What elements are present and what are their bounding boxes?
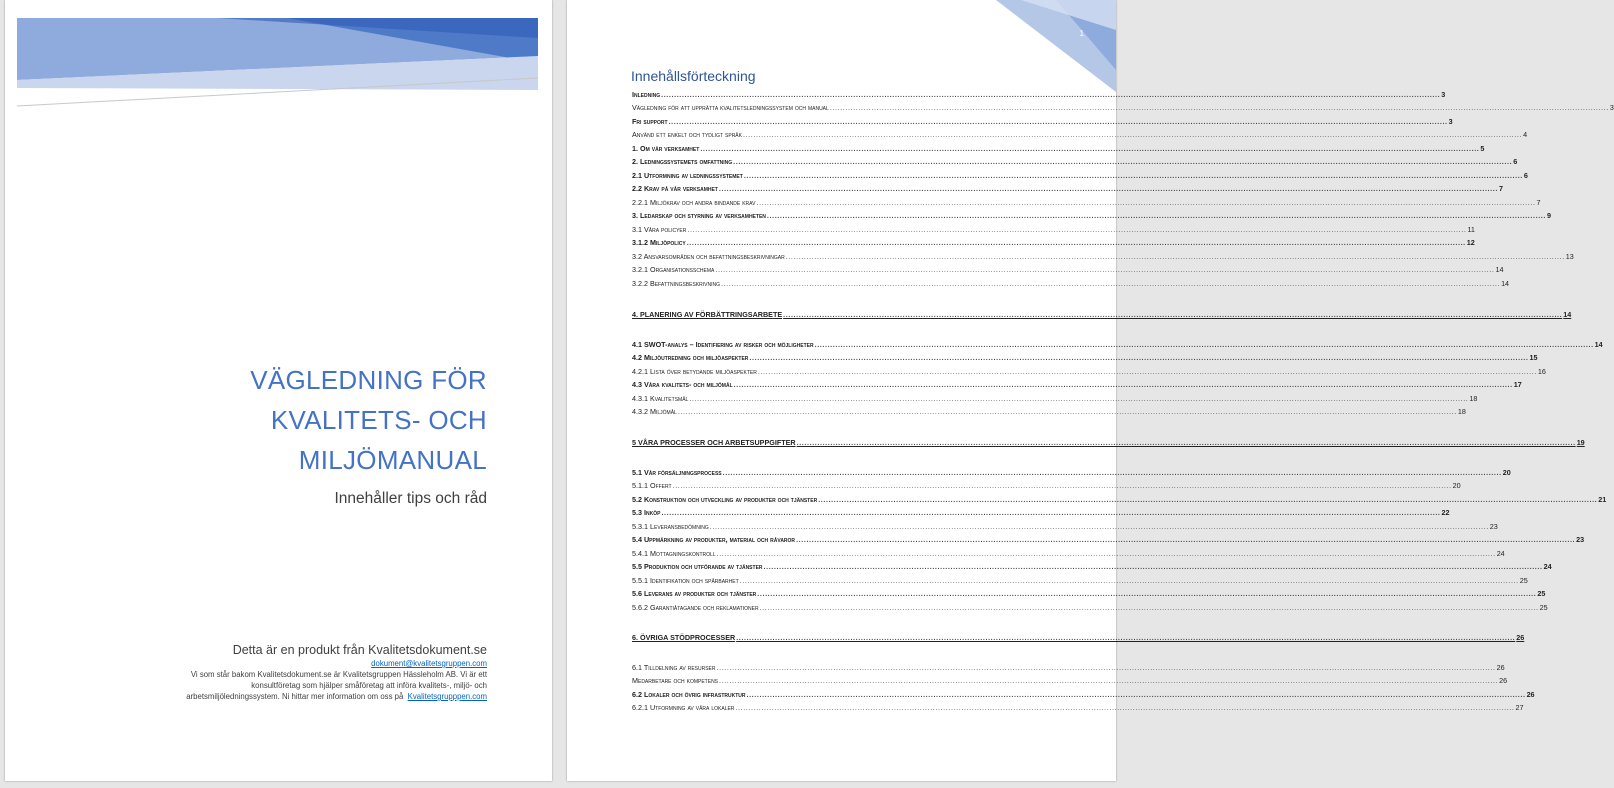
toc-entry-page: 14 [1594,340,1603,349]
toc-entry-page: 6 [1513,157,1518,166]
toc-entry[interactable] [632,674,1508,685]
toc-dot-leader: ............................................................................................................................................................................................................................................................................................................ [735,703,1515,712]
toc-entry-title: 5.5.1 Identifikation och spårbarhet [632,576,739,585]
toc-entry-title: Medarbetare och kompetens [632,676,719,685]
toc-entry-title: 6.2.1 Utformning av våra lokaler [632,703,735,712]
toc-page [567,0,1614,781]
toc-entry-title: 5.6 Leverans av produkter och tjänster [632,589,757,598]
toc-entry-page: 26 [1516,633,1525,642]
toc-dot-leader: ............................................................................................................................................................................................................................................................................................................ [720,279,1501,288]
toc-entry-page: 24 [1543,562,1552,571]
about-line-3 [186,692,487,701]
toc-dot-leader: ............................................................................................................................................................................................................................................................................................................ [796,535,1576,544]
toc-dot-leader: ............................................................................................................................................................................................................................................................................................................ [736,633,1516,642]
toc-entry-title: 6.2 Lokaler och övrig infrastruktur [632,690,746,699]
toc-dot-leader: ............................................................................................................................................................................................................................................................................................................ [829,103,1609,112]
toc-dot-leader: ............................................................................................................................................................................................................................................................................................................ [783,310,1563,319]
corner-graphic [996,0,1116,92]
toc-entry-page: 14 [1495,265,1504,274]
email-line [371,659,487,668]
toc-heading: Innehållsförteckning [631,68,756,84]
toc-entry[interactable] [632,479,1461,490]
toc-entry[interactable] [632,365,1546,376]
toc-dot-leader: ............................................................................................................................................................................................................................................................................................................ [722,468,1502,477]
toc-entry-page: 20 [1452,481,1461,490]
toc-entry-title: 5.2 Konstruktion och utveckling av produkter och tjänster [632,495,818,504]
toc-dot-leader: ............................................................................................................................................................................................................................................................................................................ [746,690,1526,699]
toc-entry[interactable] [632,560,1552,571]
toc-entry-title: 5.3.1 Leveransbedömning [632,522,709,531]
toc-dot-leader: ............................................................................................................................................................................................................................................................................................................ [763,562,1543,571]
toc-entry[interactable] [632,308,1572,319]
toc-entry-title: 5.4 Uppmärkning av produkter, material och råvaror [632,535,796,544]
toc-dot-leader: ............................................................................................................................................................................................................................................................................................................ [733,157,1513,166]
toc-entry-title: 3.2.1 Organisationsschema [632,265,715,274]
toc-entry-page: 3 [1448,117,1453,126]
toc-entry-page: 18 [1469,394,1478,403]
toc-entry-page: 14 [1501,279,1510,288]
toc-entry-page: 23 [1489,522,1498,531]
toc-entry-title: 5.1.1 Offert [632,481,672,490]
toc-dot-leader: ............................................................................................................................................................................................................................................................................................................ [718,184,1498,193]
toc-entry[interactable] [632,436,1585,447]
toc-dot-leader: ............................................................................................................................................................................................................................................................................................................ [766,211,1546,220]
toc-entry-page: 22 [1441,508,1450,517]
toc-entry-page: 5 [1480,144,1485,153]
toc-entry[interactable] [632,142,1485,153]
toc-dot-leader: ............................................................................................................................................................................................................................................................................................................ [672,481,1452,490]
toc-dot-leader: ............................................................................................................................................................................................................................................................................................................ [668,117,1448,126]
toc-entry-page: 11 [1467,225,1475,234]
toc-dot-leader: ............................................................................................................................................................................................................................................................................................................ [749,353,1529,362]
document-title [127,360,487,480]
toc-entry[interactable] [632,223,1475,234]
toc-entry[interactable] [632,533,1585,544]
toc-entry-title: Fri support [632,117,668,126]
email-link[interactable]: dokument@kvalitetsgruppen.com [371,659,487,668]
toc-entry-title: 5.4.1 Mottagningskontroll [632,549,716,558]
toc-entry[interactable] [632,128,1528,139]
toc-dot-leader: ............................................................................................................................................................................................................................................................................................................ [733,380,1513,389]
toc-entry-page: 15 [1529,353,1538,362]
toc-entry-title: 4. PLANERING AV FÖRBÄTTRINGSARBETE [632,310,783,319]
product-line: Detta är en produkt från Kvalitetsdokument.se [232,643,487,657]
toc-entry-title: Vägledning för att upprätta kvalitetsledningssystem och manual [632,103,829,112]
about-line-1: Vi som står bakom Kvalitetsdokument.se är Kvalitetsgruppen Hässleholm AB. Vi är ett [190,670,487,679]
toc-dot-leader: ............................................................................................................................................................................................................................................................................................................ [687,225,1467,234]
title-line-2: KVALITETS- OCH [270,405,487,435]
toc-entry-title: 3.1 Våra policyer [632,225,687,234]
toc-entry[interactable] [632,101,1614,112]
toc-entry[interactable] [632,405,1466,416]
toc-entry[interactable] [632,520,1498,531]
toc-dot-leader: ............................................................................................................................................................................................................................................................................................................ [700,144,1480,153]
toc-entry-page: 25 [1519,576,1528,585]
about-line-3-text: arbetsmiljöledningssystem. Ni hittar mer information om oss på [186,692,404,701]
toc-dot-leader: ............................................................................................................................................................................................................................................................................................................ [742,130,1523,139]
toc-entry[interactable] [632,351,1538,362]
toc-entry-title: Använd ett enkelt och tydligt språk [632,130,742,139]
toc-entry-title: 4.3.1 Kvalitetsmål [632,394,689,403]
toc-entry-page: 20 [1502,468,1511,477]
toc-entry-title: 3.2.2 Befattningsbeskrivning [632,279,720,288]
toc-entry-page: 23 [1576,535,1585,544]
toc-entry-page: 4 [1523,130,1528,139]
toc-entry-page: 16 [1537,367,1546,376]
toc-entry-page: 21 [1598,495,1607,504]
toc-entry[interactable] [632,701,1524,712]
toc-entry[interactable] [632,631,1525,642]
cover-page [5,0,552,781]
toc-entry-title: 6.1 Tilldelning av resurser [632,663,716,672]
toc-entry-page: 3 [1441,90,1446,99]
toc-entry-page: 26 [1526,690,1535,699]
toc-entry[interactable] [632,182,1503,193]
toc-entry[interactable] [632,493,1607,504]
toc-entry-page: 18 [1457,407,1466,416]
toc-entry[interactable] [632,547,1505,558]
toc-entry[interactable] [632,338,1603,349]
toc-dot-leader: ............................................................................................................................................................................................................................................................................................................ [661,508,1441,517]
toc-entry-page: 19 [1576,438,1585,447]
toc-entry-title: 5.5 Produktion och utförande av tjänster [632,562,763,571]
toc-entry-page: 9 [1546,211,1551,220]
toc-entry-title: 4.1 SWOT-analys – Identifiering av risker och möjligheter [632,340,814,349]
toc-dot-leader: ............................................................................................................................................................................................................................................................................................................ [686,238,1466,247]
toc-entry-page: 26 [1499,676,1508,685]
toc-dot-leader: ............................................................................................................................................................................................................................................................................................................ [715,265,1495,274]
toc-entry[interactable] [632,263,1504,274]
toc-dot-leader: ............................................................................................................................................................................................................................................................................................................ [818,495,1598,504]
toc-entry-page: 26 [1496,663,1505,672]
toc-entry[interactable] [632,169,1528,180]
toc-entry-page: 13 [1565,252,1574,261]
document-subtitle: Innehåller tips och råd [334,490,487,507]
toc-entry-title: 3. Ledarskap och styrning av verksamheten [632,211,766,220]
toc-dot-leader: ............................................................................................................................................................................................................................................................................................................ [739,576,1519,585]
toc-entry-title: 5.3 Inköp [632,508,661,517]
toc-entry-title: 4.2 Miljöutredning och miljöaspekter [632,353,749,362]
toc-entry-page: 3 [1609,103,1614,112]
about-line-2: konsultföretag som hjälper småföretag att införa kvalitets-, miljö- och [251,681,487,690]
toc-entry-title: 4.3.2 Miljömål [632,407,677,416]
toc-dot-leader: ............................................................................................................................................................................................................................................................................................................ [709,522,1489,531]
toc-entry[interactable] [632,155,1518,166]
toc-entry[interactable] [632,392,1478,403]
toc-entry[interactable] [632,661,1505,672]
toc-dot-leader: ............................................................................................................................................................................................................................................................................................................ [785,252,1565,261]
toc-entry-title: 1. Om vår verksamhet [632,144,700,153]
toc-entry-title: 2.1 Utformning av ledningssystemet [632,171,743,180]
toc-entry-title: 6. ÖVRIGA STÖDPROCESSER [632,633,736,642]
toc-entry-page: 17 [1513,380,1522,389]
toc-entry-title: 2. Ledningssystemets omfattning [632,157,733,166]
toc-entry[interactable] [632,115,1453,126]
toc-entry-title: 2.2 Krav på vår verksamhet [632,184,718,193]
toc-entry-title: 4.3 Våra kvalitets- och miljömål [632,380,733,389]
toc-dot-leader: ............................................................................................................................................................................................................................................................................................................ [814,340,1594,349]
toc-entry[interactable] [632,688,1535,699]
toc-dot-leader: ............................................................................................................................................................................................................................................................................................................ [743,171,1523,180]
toc-entry-page: 25 [1539,603,1548,612]
toc-entry-page: 6 [1523,171,1528,180]
toc-entry[interactable] [632,250,1574,261]
toc-entry-page: 25 [1537,589,1546,598]
toc-entry-page: 7 [1536,198,1541,207]
toc-entry[interactable] [632,88,1446,99]
toc-entry[interactable] [632,378,1522,389]
toc-entry[interactable] [632,209,1551,220]
toc-dot-leader: ............................................................................................................................................................................................................................................................................................................ [661,90,1441,99]
toc-dot-leader: ............................................................................................................................................................................................................................................................................................................ [757,367,1537,376]
toc-dot-leader: ............................................................................................................................................................................................................................................................................................................ [719,676,1499,685]
toc-entry[interactable] [632,196,1541,207]
toc-entry-title: 5.1 Vår försäljningsprocess [632,468,722,477]
toc-entry-page: 27 [1515,703,1524,712]
page-number: 1 [1079,29,1084,38]
toc-dot-leader: ............................................................................................................................................................................................................................................................................................................ [756,198,1536,207]
toc-entry[interactable] [632,277,1510,288]
toc-dot-leader: ............................................................................................................................................................................................................................................................................................................ [677,407,1457,416]
toc-entry-title: 3.2 Ansvarsområden och befattningsbeskrivningar [632,252,785,261]
cover-banner-graphic [17,18,538,113]
toc-entry-title: 2.2.1 Miljökrav och andra bindande krav [632,198,756,207]
toc-entry-title: 5 VÅRA PROCESSER OCH ARBETSUPPGIFTER [632,438,796,447]
toc-dot-leader: ............................................................................................................................................................................................................................................................................................................ [759,603,1539,612]
toc-entry[interactable] [632,574,1528,585]
toc-dot-leader: ............................................................................................................................................................................................................................................................................................................ [716,663,1496,672]
toc-dot-leader: ............................................................................................................................................................................................................................................................................................................ [796,438,1576,447]
title-line-3: MILJÖMANUAL [298,445,487,475]
toc-entry[interactable] [632,236,1475,247]
toc-entry[interactable] [632,587,1546,598]
toc-entry[interactable] [632,466,1511,477]
toc-entry-page: 24 [1496,549,1505,558]
toc-entry-title: 4.2.1 Lista över betydande miljöaspekter [632,367,757,376]
toc-entry-page: 7 [1498,184,1503,193]
toc-entry-title: 3.1.2 Miljöpolicy [632,238,686,247]
toc-entry-title: 5.6.2 Garantiåtagande och reklamationer [632,603,759,612]
website-link[interactable]: Kvalitetsgrupppen.com [407,692,487,701]
toc-entry-page: 14 [1563,310,1572,319]
toc-entry-page: 12 [1466,238,1475,247]
toc-dot-leader: ............................................................................................................................................................................................................................................................................................................ [757,589,1537,598]
toc-dot-leader: ............................................................................................................................................................................................................................................................................................................ [689,394,1469,403]
toc-entry-title: Inledning [632,90,661,99]
toc-entry[interactable] [632,506,1450,517]
toc-entry[interactable] [632,601,1548,612]
toc-dot-leader: ............................................................................................................................................................................................................................................................................................................ [716,549,1496,558]
title-line-1: VÄGLEDNING FÖR [250,365,487,395]
